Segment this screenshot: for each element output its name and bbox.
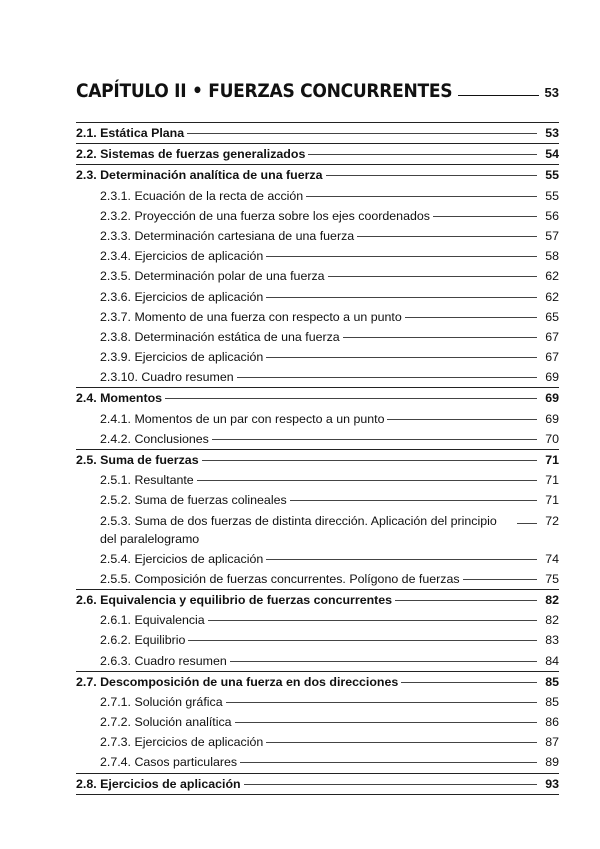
toc-section-entry	[76, 672, 559, 692]
toc-entry-page-number: 71	[545, 473, 559, 488]
dot-leader	[237, 377, 537, 378]
dot-leader	[326, 175, 537, 176]
chapter-page-number: 53	[544, 85, 559, 100]
toc-subsection-entry	[76, 307, 559, 327]
dot-leader	[212, 439, 537, 440]
toc-section-entry	[76, 388, 559, 408]
toc-subsection-entry	[76, 752, 559, 772]
chapter-title: CAPÍTULO II • FUERZAS CONCURRENTES	[76, 80, 453, 102]
toc-subsection-entry	[76, 266, 559, 286]
toc-entry-label: 2.3.1. Ecuación de la recta de acción	[100, 188, 304, 203]
toc-subsection-entry	[76, 692, 559, 712]
dot-leader	[463, 579, 537, 580]
toc-entry-page-number: 87	[545, 735, 559, 750]
dot-leader	[328, 276, 537, 277]
toc-subsection-entry	[76, 206, 559, 226]
toc-subsection-entry	[76, 490, 559, 510]
toc-entry-page-number: 67	[545, 329, 559, 344]
toc-entry-page-number: 89	[545, 755, 559, 770]
toc-entry-page-number: 55	[545, 188, 559, 203]
toc-entry-page-number: 82	[545, 613, 559, 628]
toc-entry-label: 2.3.2. Proyección de una fuerza sobre los ejes coordenados	[100, 208, 430, 223]
toc-entry-label: 2.7. Descomposición de una fuerza en dos direcciones	[76, 674, 399, 689]
dot-leader	[290, 500, 537, 501]
dot-leader	[187, 133, 537, 134]
toc-entry-page-number: 62	[545, 289, 559, 304]
toc-section-entry	[76, 144, 559, 164]
toc-entry-page-number: 74	[545, 551, 559, 566]
dot-leader	[188, 640, 537, 641]
dot-leader	[197, 480, 537, 481]
toc-subsection-entry	[76, 186, 559, 206]
toc-entry-label: 2.4.1. Momentos de un par con respecto a un punto	[100, 411, 385, 426]
toc-entry-label: 2.3.7. Momento de una fuerza con respecto a un punto	[100, 309, 402, 324]
dot-leader	[266, 256, 537, 257]
toc-entry-label: 2.5.2. Suma de fuerzas colineales	[100, 493, 287, 508]
dot-leader	[308, 154, 537, 155]
toc-entry-label: 2.5.3. Suma de dos fuerzas de distinta dirección. Aplicación del principio del paralelogramo	[100, 513, 497, 546]
toc-entry-label: 2.4. Momentos	[76, 391, 163, 406]
chapter-leader	[458, 95, 538, 96]
toc-subsection-entry	[76, 651, 559, 671]
table-of-contents	[76, 122, 559, 795]
toc-subsection-entry	[76, 246, 559, 266]
toc-entry-page-number: 93	[545, 776, 559, 791]
toc-subsection-entry	[76, 630, 559, 650]
toc-entry-page-number: 71	[545, 493, 559, 508]
dot-leader	[208, 620, 537, 621]
toc-subsection-entry	[76, 287, 559, 307]
toc-entry-label: 2.3.9. Ejercicios de aplicación	[100, 350, 264, 365]
toc-subsection-entry	[76, 327, 559, 347]
toc-entry-page-number: 86	[545, 715, 559, 730]
toc-entry-label: 2.7.4. Casos particulares	[100, 755, 238, 770]
toc-entry-label: 2.5. Suma de fuerzas	[76, 453, 199, 467]
toc-subsection-entry	[76, 712, 559, 732]
toc-entry-label: 2.7.2. Solución analítica	[100, 715, 232, 730]
chapter-heading	[76, 80, 559, 102]
toc-entry-page-number: 72	[545, 513, 559, 528]
dot-leader	[306, 196, 537, 197]
section-divider	[76, 794, 559, 795]
toc-entry-label: 2.7.3. Ejercicios de aplicación	[100, 735, 264, 750]
toc-subsection-entry	[76, 569, 559, 589]
toc-section-entry	[76, 123, 559, 143]
toc-entry-page-number: 69	[545, 411, 559, 426]
toc-entry-label: 2.6.2. Equilibrio	[100, 633, 186, 648]
toc-entry-label: 2.3.8. Determinación estática de una fuerza	[100, 329, 340, 344]
toc-entry-page-number: 71	[545, 453, 559, 467]
toc-subsection-entry	[76, 367, 559, 387]
toc-entry-label: 2.3.4. Ejercicios de aplicación	[100, 249, 264, 264]
toc-subsection-entry	[76, 226, 559, 246]
toc-entry-page-number: 69	[545, 370, 559, 385]
toc-entry-label: 2.1. Estática Plana	[76, 126, 185, 140]
toc-entry-page-number: 54	[545, 147, 559, 162]
toc-entry-label: 2.5.4. Ejercicios de aplicación	[100, 551, 264, 566]
toc-entry-page-number: 83	[545, 633, 559, 648]
toc-entry-page-number: 85	[545, 694, 559, 709]
dot-leader	[244, 784, 537, 785]
dot-leader	[517, 523, 537, 524]
toc-subsection-entry	[76, 732, 559, 752]
toc-entry-page-number: 56	[545, 208, 559, 223]
toc-entry-label: 2.6.3. Cuadro resumen	[100, 653, 227, 668]
dot-leader	[226, 702, 537, 703]
toc-entry-label: 2.3.10. Cuadro resumen	[100, 370, 234, 385]
dot-leader	[433, 216, 537, 217]
dot-leader	[240, 762, 537, 763]
dot-leader	[395, 600, 537, 601]
toc-subsection-entry	[76, 549, 559, 569]
toc-entry-label: 2.2. Sistemas de fuerzas generalizados	[76, 147, 306, 162]
toc-entry-page-number: 69	[545, 391, 559, 406]
dot-leader	[357, 236, 537, 237]
toc-entry-label: 2.6. Equivalencia y equilibrio de fuerzas concurrentes	[76, 592, 393, 607]
toc-entry-page-number: 57	[545, 228, 559, 243]
toc-entry-page-number: 84	[545, 653, 559, 668]
toc-entry-label: 2.5.5. Composición de fuerzas concurrentes. Polígono de fuerzas	[100, 571, 460, 586]
toc-entry-label: 2.3. Determinación analítica de una fuerza	[76, 168, 323, 183]
toc-entry-page-number: 53	[545, 126, 559, 140]
toc-subsection-entry	[76, 409, 559, 429]
toc-subsection-entry	[76, 429, 559, 449]
dot-leader	[235, 722, 537, 723]
toc-entry-label: 2.3.5. Determinación polar de una fuerza	[100, 269, 325, 284]
toc-entry-page-number: 65	[545, 309, 559, 324]
dot-leader	[266, 742, 537, 743]
toc-entry-page-number: 85	[545, 674, 559, 689]
toc-entry-page-number: 62	[545, 269, 559, 284]
toc-entry-label: 2.7.1. Solución gráfica	[100, 694, 223, 709]
toc-entry-label: 2.4.2. Conclusiones	[100, 431, 209, 446]
dot-leader	[343, 337, 537, 338]
dot-leader	[202, 460, 537, 461]
toc-entry-label: 2.6.1. Equivalencia	[100, 613, 205, 628]
toc-section-entry	[76, 165, 559, 185]
toc-entry-label: 2.5.1. Resultante	[100, 473, 194, 488]
toc-entry-label: 2.3.3. Determinación cartesiana de una fuerza	[100, 228, 355, 243]
dot-leader	[401, 682, 537, 683]
toc-entry-label: 2.8. Ejercicios de aplicación	[76, 776, 241, 791]
toc-entry-page-number: 75	[545, 571, 559, 586]
dot-leader	[266, 297, 537, 298]
dot-leader	[266, 559, 537, 560]
toc-entry-page-number: 67	[545, 350, 559, 365]
toc-subsection-entry	[76, 511, 559, 549]
dot-leader	[230, 661, 537, 662]
toc-subsection-entry	[76, 610, 559, 630]
toc-entry-page-number: 58	[545, 249, 559, 264]
toc-section-entry	[76, 450, 559, 470]
toc-entry-page-number: 82	[545, 592, 559, 607]
dot-leader	[405, 317, 537, 318]
toc-entry-label: 2.3.6. Ejercicios de aplicación	[100, 289, 264, 304]
dot-leader	[165, 398, 537, 399]
toc-section-entry	[76, 774, 559, 794]
toc-section-entry	[76, 590, 559, 610]
dot-leader	[387, 419, 537, 420]
dot-leader	[266, 357, 537, 358]
toc-subsection-entry	[76, 347, 559, 367]
toc-entry-page-number: 70	[545, 431, 559, 446]
toc-entry-page-number: 55	[545, 168, 559, 183]
toc-subsection-entry	[76, 470, 559, 490]
